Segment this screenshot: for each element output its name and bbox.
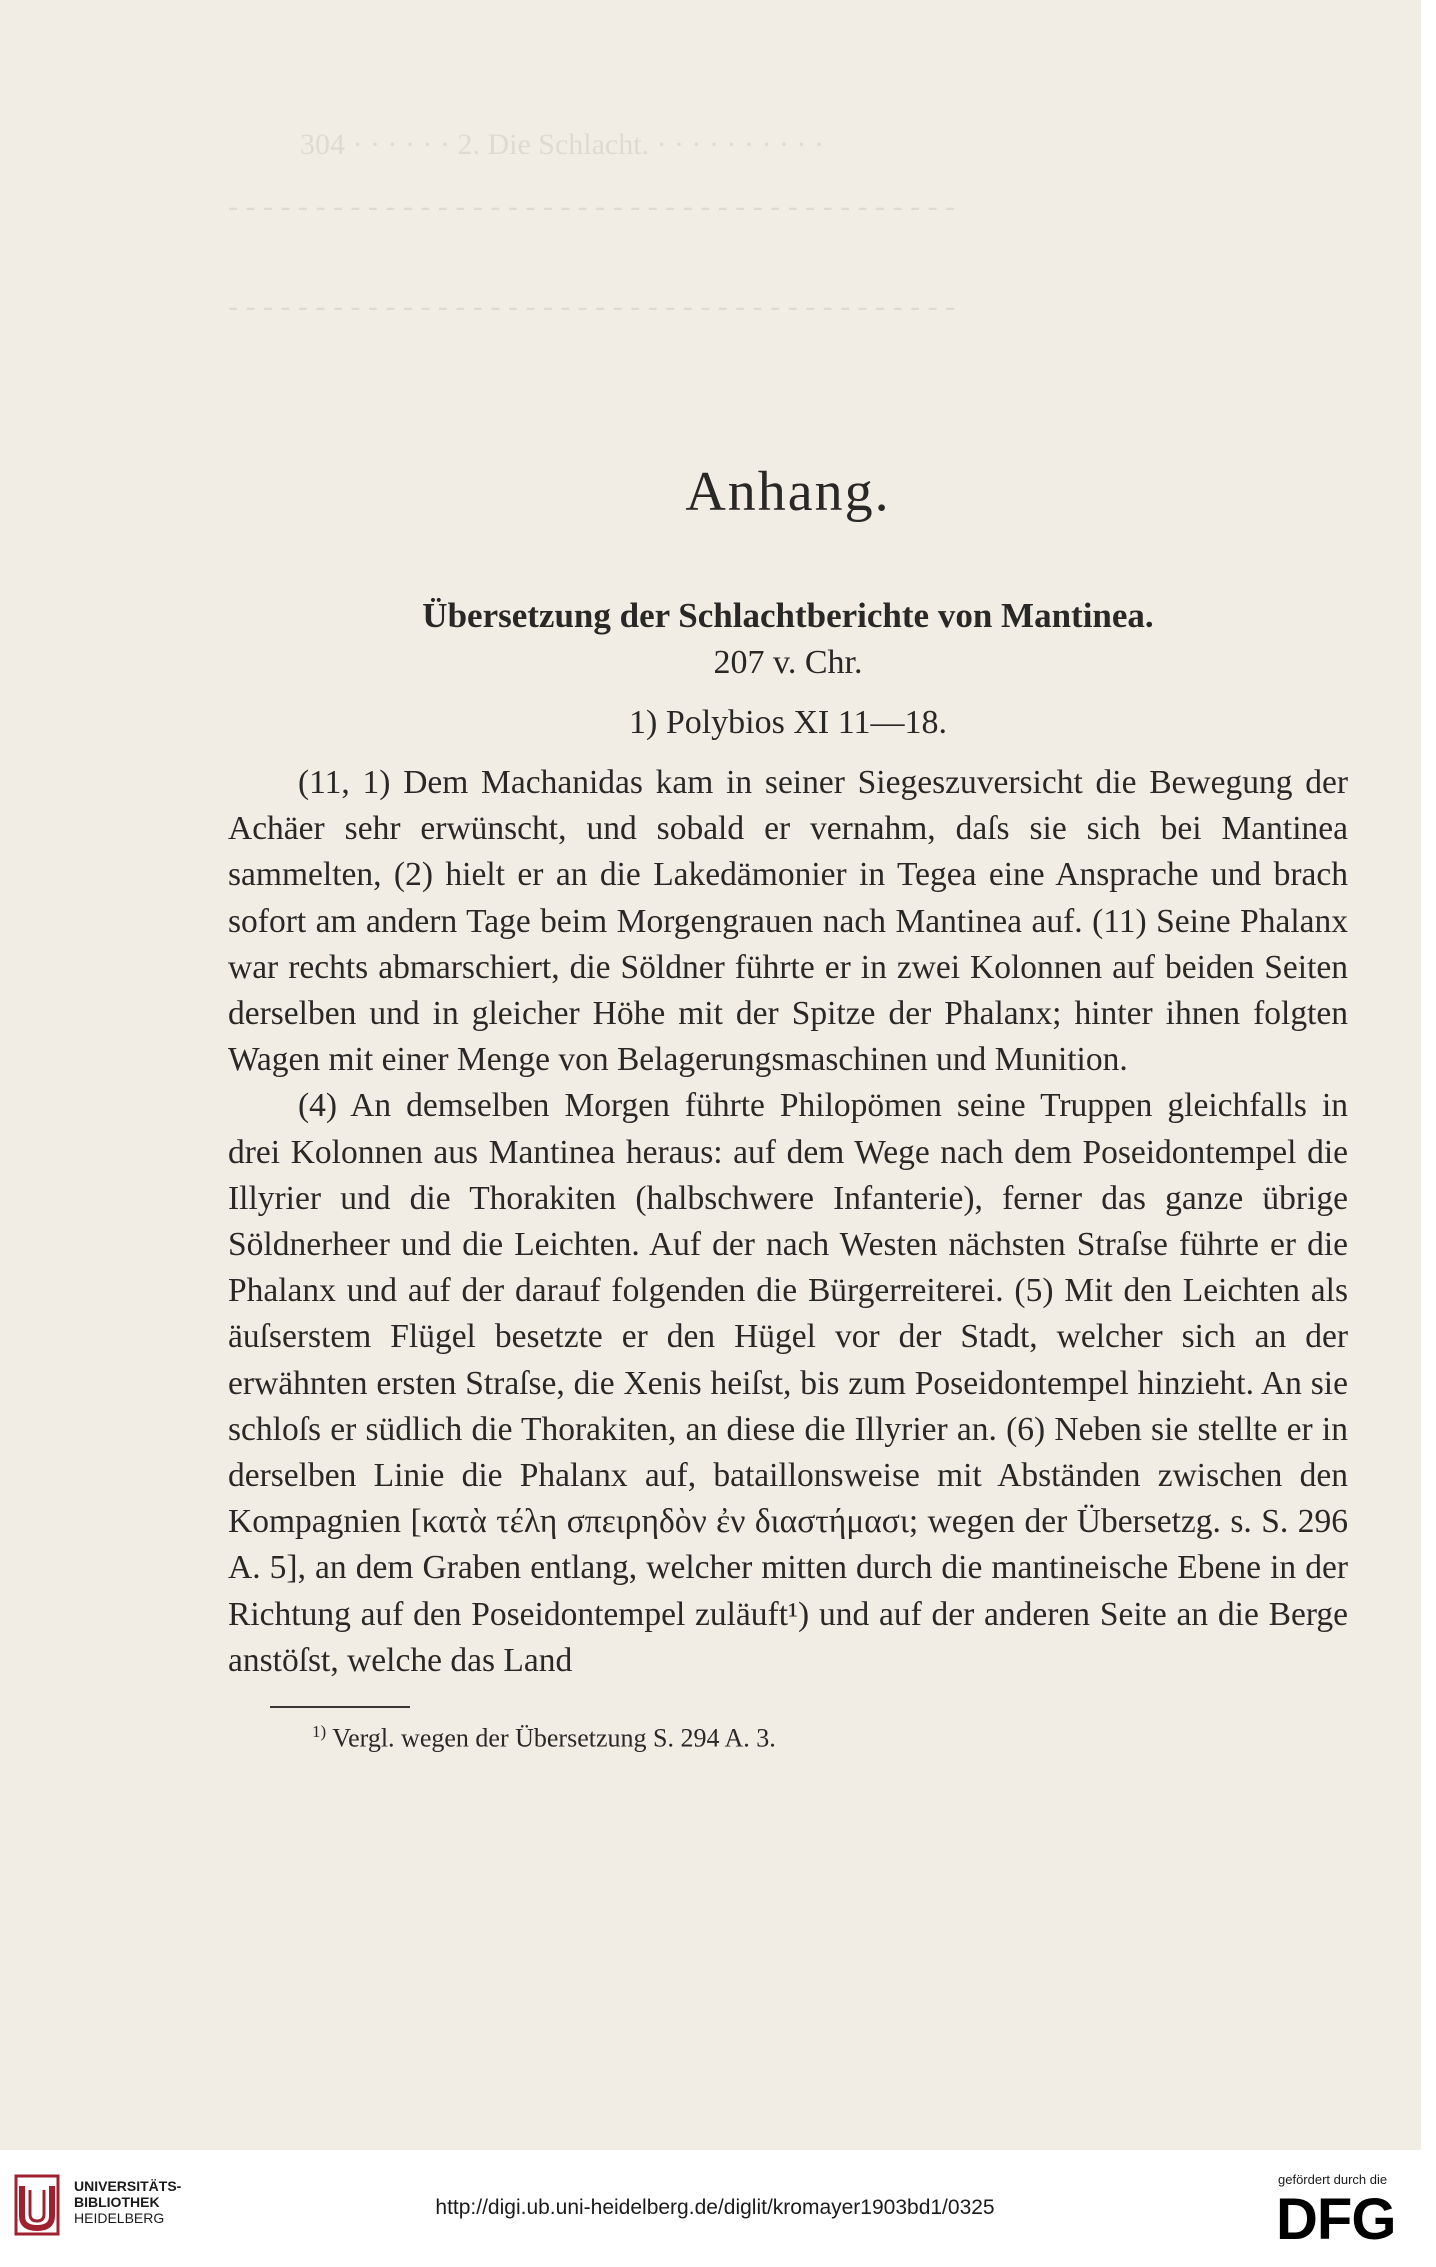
library-name-line1: UNIVERSITÄTS- [74,2178,182,2194]
source-reference: 1) Polybios XI 11—18. [629,704,947,741]
body-paragraph-2: (4) An demselben Morgen führte Philopömen seine Truppen gleichfalls in drei Kolonnen aus Mantinea heraus: auf dem Wege nach dem Poseidontempel die Illyrier und die Thorakiten (halbschwere Infanterie), ferner das ganze übrige Söldnerheer und die Leichten. Auf der nach Westen nächsten Straſse führte er die Phalanx und auf der darauf folgenden die Bürgerreiterei. (5) Mit den Leichten als äuſserstem Flügel besetzte er den Hügel vor der Stadt, welcher sich an der erwähnten ersten Straſse, die Xenis heiſst, bis zum Poseidontempel hinzieht. An sie schloſs er südlich die Thorakiten, an diese die Illyrier an. (6) Neben sie stellte er in derselben Linie die Phalanx auf, bataillonsweise mit Abständen zwischen den Kompagnien [κατὰ τέλη σπειρηδὸν ἐν διαστήμασι; wegen der Übersetzg. s. S. 296 A. 5], an dem Graben entlang, welcher mitten durch die mantineische Ebene in der Richtung auf den Poseidontempel zuläuft¹) und auf der anderen Seite an die Berge anstöſst, welche das Land [228,1087,1348,1679]
bleed-through-line: - - - - - - - - - - - - - - - - - - - - - - - - - - - - - - - - - - - - - - - - - - [228,290,956,323]
university-library-logo-icon [14,2174,60,2236]
footnote-divider [270,1706,410,1708]
university-library-name [74,2178,181,2226]
footnote-mark: 1) [312,1722,327,1742]
permalink-url[interactable]: http://digi.ub.uni-heidelberg.de/diglit/kromayer1903bd1/0325 [435,2196,995,2219]
section-heading: Übersetzung der Schlachtberichte von Mantinea. [422,596,1154,635]
library-name-line2: BIBLIOTHEK [74,2194,160,2210]
footnote [312,1722,1348,1754]
funding-caption: gefördert durch die [1278,2172,1388,2187]
library-name-line3: HEIDELBERG [74,2210,165,2226]
dfg-logo: DFG [1276,2187,1396,2252]
section-date: 207 v. Chr. [713,644,863,681]
bleed-through-line: - - - - - - - - - - - - - - - - - - - - - - - - - - - - - - - - - - - - - - - - - - [228,190,956,223]
page-title: Anhang. [685,461,891,523]
body-paragraph-1: (11, 1) Dem Machanidas kam in seiner Siegeszuversicht die Bewegung der Achäer sehr erwünscht, und sobald er vernahm, daſs sie sich bei Mantinea sammelten, (2) hielt er an die Lakedämonier in Tegea eine Ansprache und brach sofort am andern Tage beim Morgengrauen nach Mantinea auf. (11) Seine Phalanx war rechts abmarschiert, die Söldner führte er in zwei Kolonnen auf beiden Seiten derselben und in gleicher Höhe mit der Spitze der Phalanx; hinter ihnen folgten Wagen mit einer Menge von Belagerungsmaschinen und Munition. [228,764,1348,1079]
viewer-footer [0,2150,1436,2267]
bleed-through-header: 304 · · · · · · 2. Die Schlacht. · · · · · · · · · · [300,128,824,161]
page-body [228,460,1348,1754]
footnote-text: Vergl. wegen der Übersetzung S. 294 A. 3. [332,1723,776,1753]
